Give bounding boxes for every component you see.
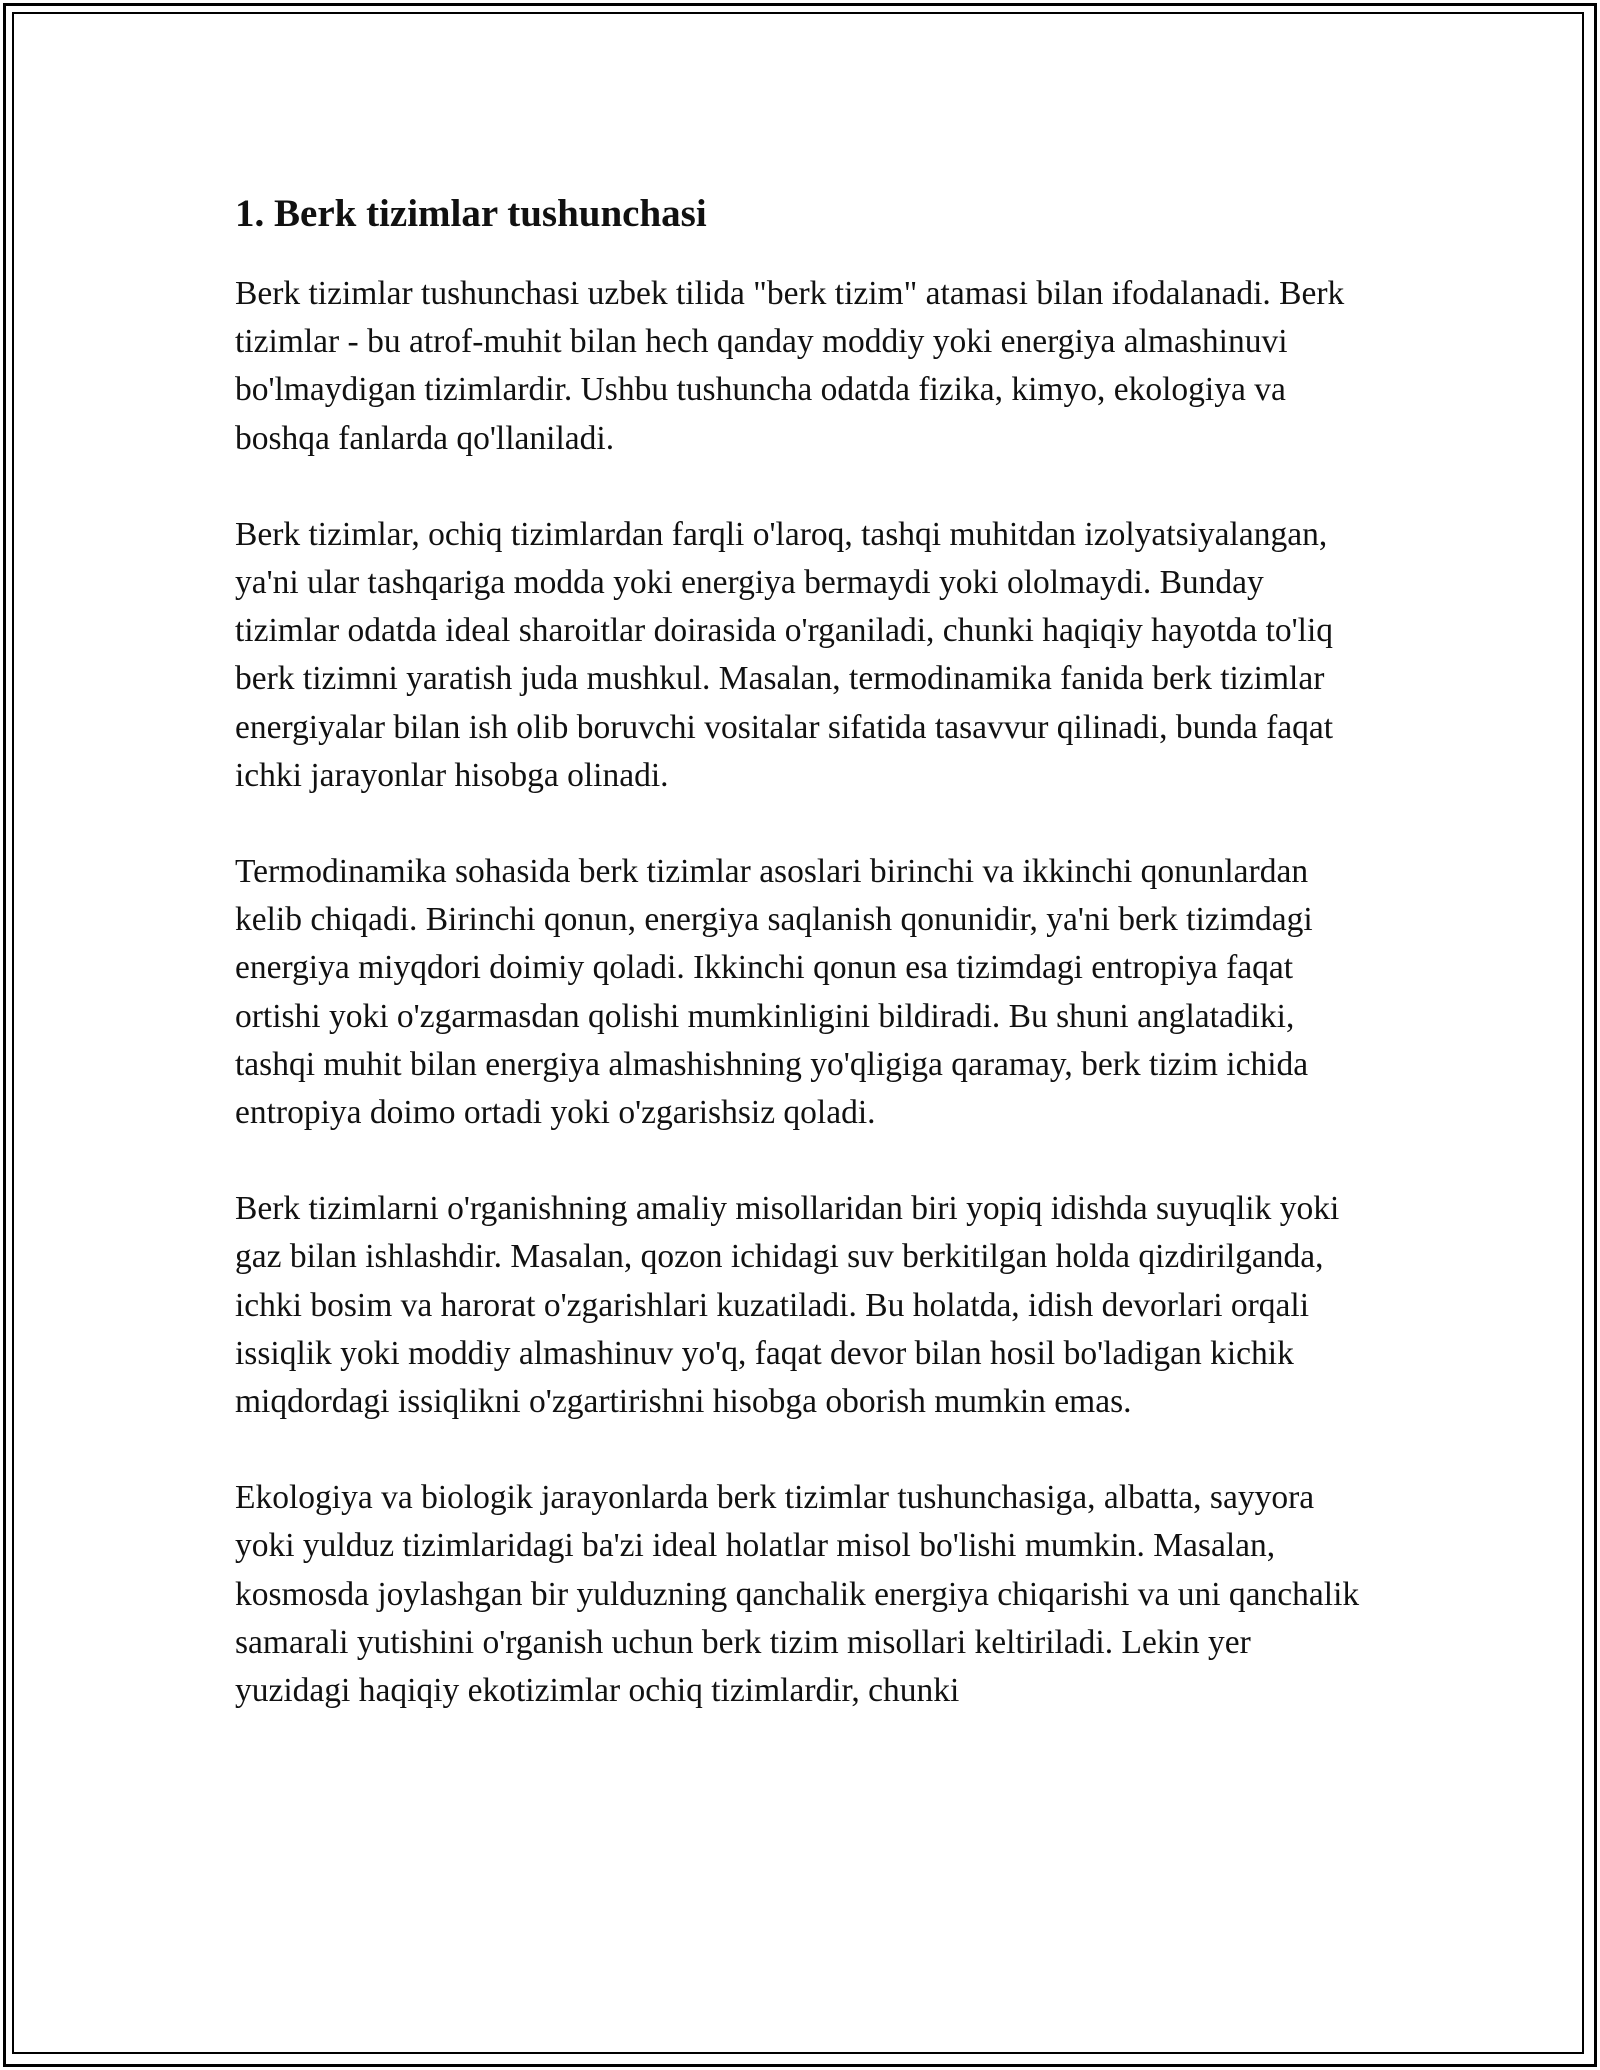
paragraph-2: Berk tizimlar, ochiq tizimlardan farqli o'laroq, tashqi muhitdan izolyatsiyalangan, ya'ni ular tashqariga modda yoki energiya bermaydi yoki ololmaydi. Bunday tizimlar odatda ideal sharoitlar doirasida o'rganiladi, chunki haqiqiy hayotda to'liq berk tizimni yaratish juda mushkul. Masalan, termodinamika fanida berk tizimlar energiyalar bilan ish olib boruvchi vositalar sifatida tasavvur qilinadi, bunda faqat ichki jarayonlar hisobga olinadi.	[235, 515, 1334, 794]
document-body	[235, 184, 1365, 1763]
paragraph-3: Termodinamika sohasida berk tizimlar asoslari birinchi va ikkinchi qonunlardan kelib chiqadi. Birinchi qonun, energiya saqlanish qonunidir, ya'ni berk tizimdagi energiya miyqdori doimiy qoladi. Ikkinchi qonun esa tizimdagi entropiya faqat ortishi yoki o'zgarmasdan qolishi mumkinligini bildiradi. Bu shuni anglatadiki, tashqi muhit bilan energiya almashishning yo'qligiga qaramay, berk tizim ichida entropiya doimo ortadi yoki o'zgarishsiz qoladi.	[235, 853, 1313, 1132]
page-title: 1. Berk tizimlar tushunchasi	[235, 192, 707, 235]
paragraph-4: Berk tizimlarni o'rganishning amaliy misollaridan biri yopiq idishda suyuqlik yoki gaz bilan ishlashdir. Masalan, qozon ichidagi suv berkitilgan holda qizdirilganda, ichki bosim va harorat o'zgarishlari kuzatiladi. Bu holatda, idish devorlari orqali issiqlik yoki moddiy almashinuv yo'q, faqat devor bilan hosil bo'ladigan kichik miqdordagi issiqlikni o'zgartirishni hisobga oborish mumkin emas.	[235, 1190, 1340, 1421]
paragraph-1: Berk tizimlar tushunchasi uzbek tilida "berk tizim" atamasi bilan ifodalanadi. Berk tizimlar - bu atrof-muhit bilan hech qanday moddiy yoki energiya almashinuvi bo'lmaydigan tizimlardir. Ushbu tushuncha odatda fizika, kimyo, ekologiya va boshqa fanlarda qo'llaniladi.	[235, 275, 1345, 457]
paragraph-5: Ekologiya va biologik jarayonlarda berk tizimlar tushunchasiga, albatta, sayyora yoki yulduz tizimlaridagi ba'zi ideal holatlar misol bo'lishi mumkin. Masalan, kosmosda joylashgan bir yulduzning qanchalik energiya chiqarishi va uni qanchalik samarali yutishini o'rganish uchun berk tizim misollari keltiriladi. Lekin yer yuzidagi haqiqiy ekotizimlar ochiq tizimlardir, chunki	[235, 1479, 1360, 1710]
